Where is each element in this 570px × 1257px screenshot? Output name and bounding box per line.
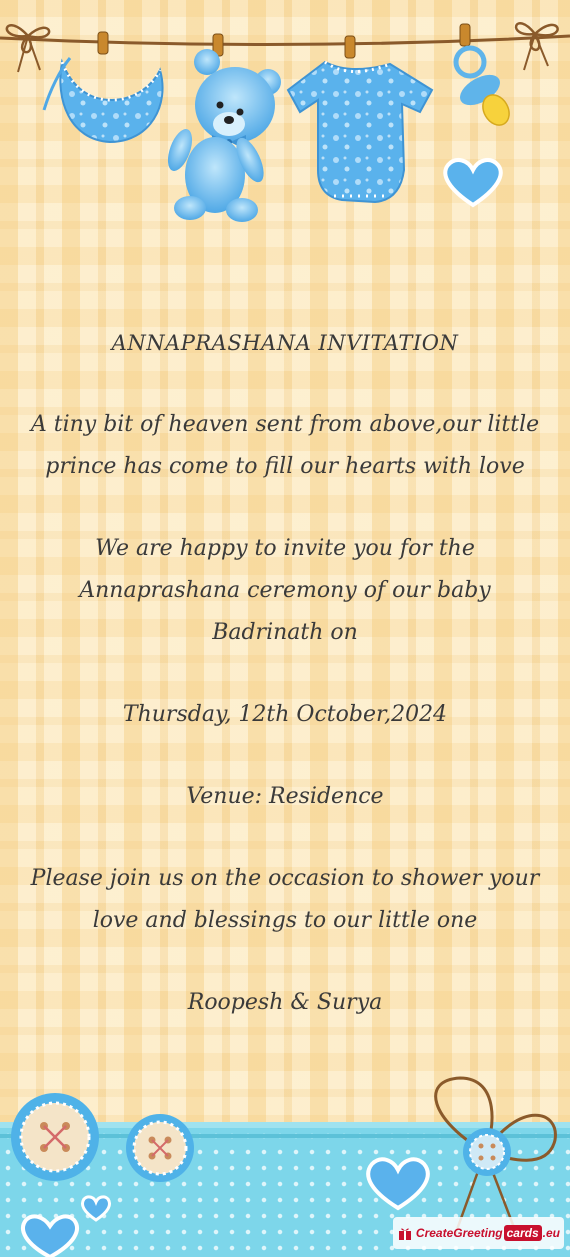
heart-icon (445, 160, 500, 205)
teddy-bear-icon (163, 34, 281, 222)
button-icon (11, 1093, 99, 1181)
heart-icon (368, 1159, 428, 1208)
bib-icon (44, 32, 163, 142)
left-bow-icon (7, 25, 49, 72)
blessing-message: Please join us on the occasion to shower your love and blessings to our little one (30, 866, 540, 933)
watermark-prefix: CreateGreeting (415, 1226, 503, 1240)
event-venue: Venue: Residence (186, 784, 384, 809)
bow-icon (436, 1078, 556, 1235)
right-bow-icon (516, 23, 558, 70)
event-date: Thursday, 12th October,2024 (122, 702, 448, 727)
clothesline-decoration (0, 0, 570, 250)
heart-icon (23, 1216, 77, 1257)
button-icon (126, 1114, 194, 1182)
invite-message: We are happy to invite you for the Annaprashana ceremony of our baby Badrinath on (79, 536, 491, 645)
intro-verse: A tiny bit of heaven sent from above,our little prince has come to fill our hearts with love (30, 412, 540, 479)
heart-icon (83, 1197, 110, 1220)
brand-watermark[interactable] (393, 1217, 564, 1249)
host-names: Roopesh & Surya (187, 990, 383, 1015)
onesie-icon (288, 36, 432, 202)
watermark-box: cards (504, 1225, 542, 1241)
watermark-suffix: .eu (542, 1226, 560, 1240)
invitation-text (30, 322, 540, 1024)
invitation-title: ANNAPRASHANA INVITATION (111, 331, 459, 355)
gift-icon (397, 1225, 413, 1241)
